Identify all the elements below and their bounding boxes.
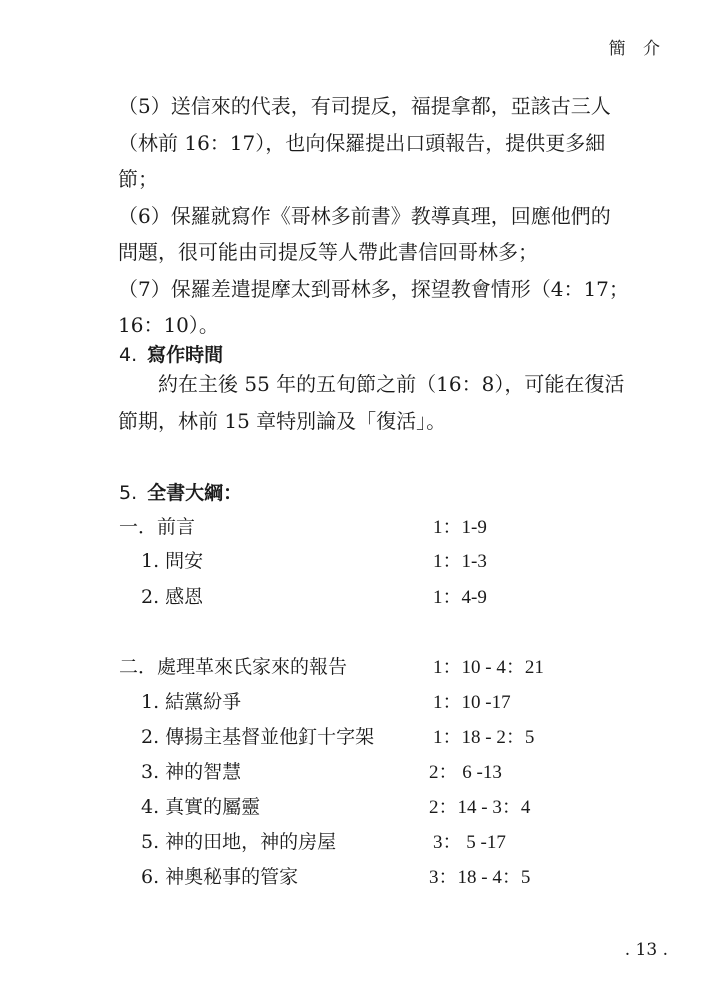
outline-label: 2. 感恩 [141, 586, 204, 608]
paragraph-writing-time [118, 366, 638, 439]
section-number: 5. [119, 482, 138, 504]
outline-row [119, 687, 639, 717]
outline-row [119, 546, 639, 576]
outline-label: 5. 神的田地，神的房屋 [141, 831, 337, 853]
outline-ref: 1：4-9 [433, 587, 487, 608]
outline-label: 3. 神的智慧 [141, 761, 242, 783]
text-line: 節期，林前 15 章特別論及「復活」。 [118, 408, 447, 433]
outline-row [119, 862, 639, 892]
text-line: （5）送信來的代表，有司提反，福提拿都，亞該古三人 [118, 94, 611, 118]
text-line: （6）保羅就寫作《哥林多前書》教導真理，回應他們的 [118, 203, 611, 228]
text-line: 約在主後 55 年的五旬節之前（16：8），可能在復活 [158, 372, 625, 396]
outline-label: 1. 結黨紛爭 [141, 691, 242, 713]
outline-label: 1. 問安 [141, 550, 204, 572]
outline-ref: 3：18 - 4：5 [429, 867, 531, 888]
paragraph-context [118, 88, 638, 344]
outline-row [119, 512, 639, 542]
outline-ref: 3： 5 -17 [433, 832, 506, 853]
text-line: 16：10）。 [118, 313, 219, 337]
outline-label: 2. 傳揚主基督並他釘十字架 [141, 726, 375, 748]
running-header: 簡 介 [608, 39, 666, 59]
outline-ref: 1：18 - 2：5 [433, 727, 535, 748]
outline-row [119, 792, 639, 822]
outline-row [119, 652, 639, 682]
outline-row [119, 757, 639, 787]
text-line: （林前 16：17），也向保羅提出口頭報告，提供更多細節； [118, 130, 606, 191]
section-title: 寫作時間 [147, 344, 224, 366]
outline-row [119, 827, 639, 857]
outline-label: 二．處理革來氏家來的報告 [119, 656, 348, 678]
section-title: 全書大綱： [147, 482, 243, 504]
outline-label: 4. 真實的屬靈 [141, 796, 261, 818]
text-line: 問題，很可能由司提反等人帶此書信回哥林多； [118, 240, 538, 264]
outline-ref: 2：14 - 3：4 [429, 797, 531, 818]
outline-ref: 1：10 -17 [433, 692, 511, 713]
outline-ref: 1：1-9 [433, 517, 487, 538]
outline-ref: 2： 6 -13 [429, 762, 502, 783]
outline-ref: 1：10 - 4：21 [433, 657, 544, 678]
outline-label: 6. 神奧秘事的管家 [141, 866, 299, 888]
page-number: . 13 . [624, 940, 668, 960]
outline-row [119, 582, 639, 612]
section-number: 4. [119, 344, 138, 366]
outline-label: 一．前言 [119, 516, 196, 538]
outline-row [119, 722, 639, 752]
section-heading-writing-time [119, 340, 223, 367]
text-line: （7）保羅差遣提摩太到哥林多，探望教會情形（4：17； [118, 276, 629, 301]
outline-ref: 1：1-3 [433, 551, 487, 572]
section-heading-outline [119, 478, 242, 505]
